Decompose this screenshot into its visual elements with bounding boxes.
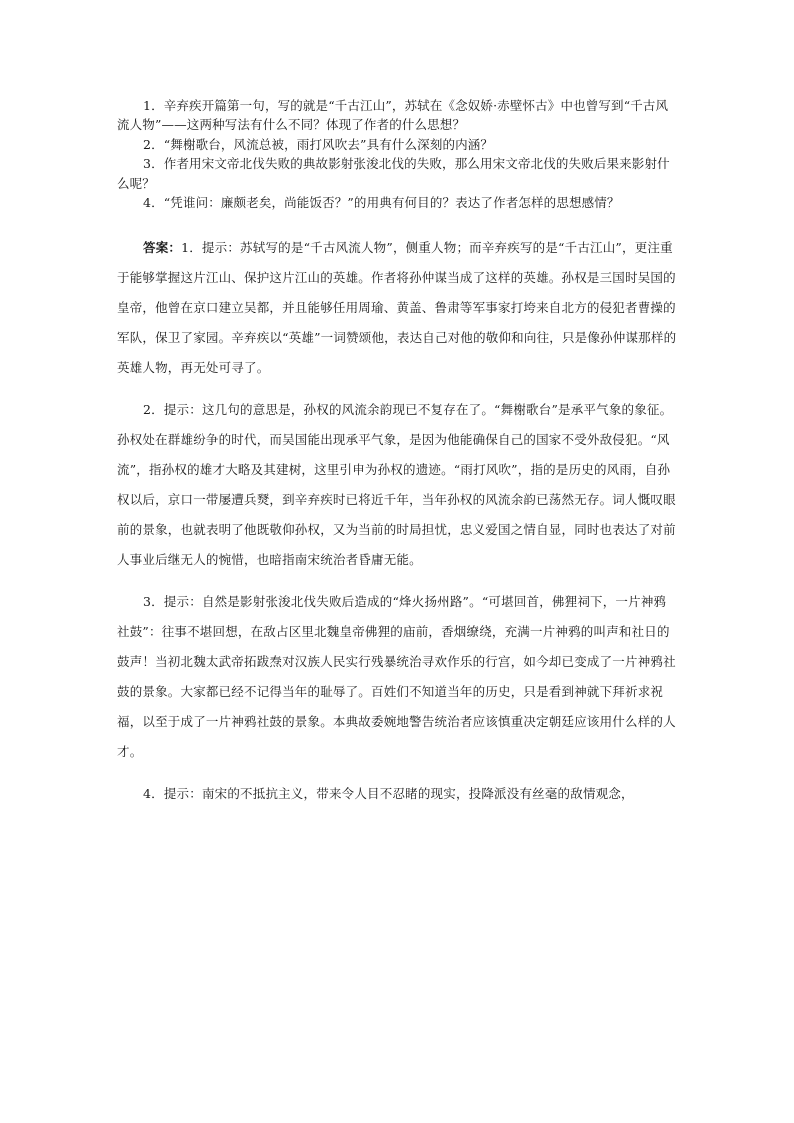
answer-label: 答案： (143, 240, 182, 255)
question-4: 4．“凭谁问：廉颇老矣，尚能饭否？”的用典有何目的？表达了作者怎样的思想感情？ (143, 195, 620, 211)
answer-4: 4．提示：南宋的不抵抗主义，带来令人目不忍睹的现实，投降派没有丝毫的敌情观念， (143, 786, 634, 801)
question-list (117, 96, 677, 212)
question-1: 1．辛弃疾开篇第一句，写的就是“千古江山”，苏轼在《念奴娇·赤壁怀古》中也曾写到“千古风流人物”——这两种写法有什么不同？体现了作者的什么思想？ (117, 98, 669, 133)
question-3: 3．作者用宋文帝北伐失败的典故影射张浚北伐的失败，那么用宋文帝北伐的失败后果来影射什么呢？ (117, 156, 670, 191)
answer-3: 3．提示：自然是影射张浚北伐失败后造成的“烽火扬州路”。“可堪回首，佛狸祠下，一片神鸦社鼓”：往事不堪回想，在敌占区里北魏皇帝佛狸的庙前，香烟缭绕，充满一片神鸦的叫声和社日的鼓声！当初北魏太武帝拓跋焘对汉族人民实行残暴统治寻欢作乐的行宫，如今却已变成了一片神鸦社鼓的景象。大家都已经不记得当年的耻辱了。百姓们不知道当年的历史，只是看到神就下拜祈求祝福，以至于成了一片神鸦社鼓的景象。本典故委婉地警告统治者应该慎重决定朝廷应该用什么样的人才。 (117, 594, 676, 759)
answer-section (117, 233, 677, 809)
answer-1: 答案：1．提示：苏轼写的是“千古风流人物”，侧重人物；而辛弃疾写的是“千古江山”，更注重于能够掌握这片江山、保护这片江山的英雄。作者将孙仲谋当成了这样的英雄。孙权是三国时吴国的皇帝，他曾在京口建立吴都，并且能够任用周瑜、黄盖、鲁肃等军事家打垮来自北方的侵犯者曹操的军队，保卫了家园。辛弃疾以“英雄”一词赞颂他，表达自己对他的敬仰和向往，只是像孙仲谋那样的英雄人物，再无处可寻了。 (117, 240, 677, 375)
question-2: 2．“舞榭歌台，风流总被，雨打风吹去”具有什么深刻的内涵？ (143, 136, 494, 152)
answer-2: 2．提示：这几句的意思是，孙权的风流余韵现已不复存在了。“舞榭歌台”是承平气象的象征。孙权处在群雄纷争的时代，而吴国能出现承平气象，是因为他能确保自己的国家不受外敌侵犯。“风流”，指孙权的雄才大略及其建树，这里引申为孙权的遗迹。“雨打风吹”，指的是历史的风雨，自孙权以后，京口一带屡遭兵燹，到辛弃疾时已将近千年，当年孙权的风流余韵已荡然无存。词人慨叹眼前的景象，也就表明了他既敬仰孙权，又为当前的时局担忧，忠义爱国之情自显，同时也表达了对前人事业后继无人的惋惜，也暗指南宋统治者昏庸无能。 (117, 402, 676, 567)
